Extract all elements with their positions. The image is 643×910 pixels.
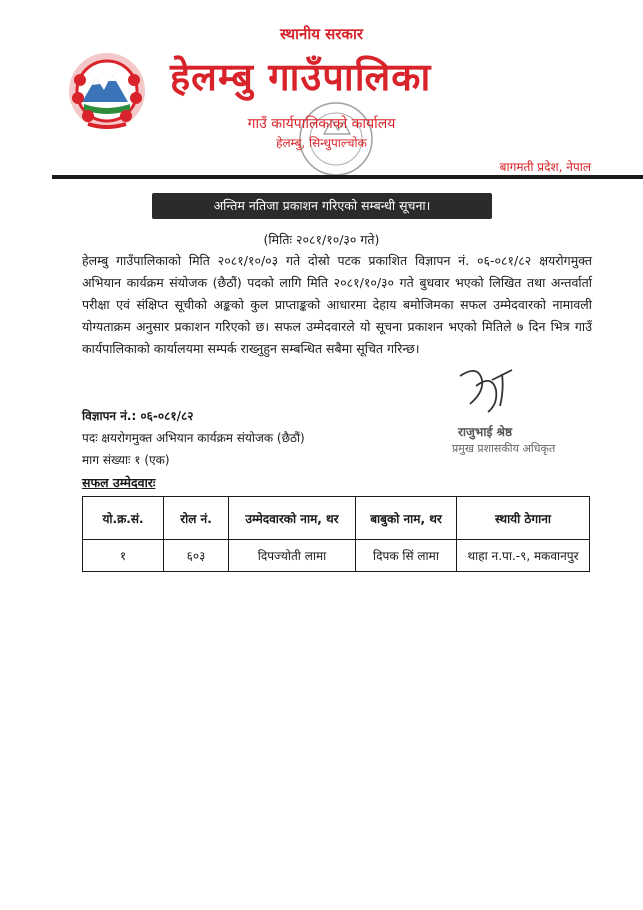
table-header-row	[83, 497, 590, 540]
demand-count: माग संख्याः १ (एक)	[82, 453, 170, 467]
office-name: गाउँ कार्यपालिकाको कार्यालय	[247, 116, 396, 132]
signatory-title: प्रमुख प्रशासकीय अधिकृत	[452, 442, 556, 455]
province-label: बागमती प्रदेश, नेपाल	[499, 160, 591, 174]
col-father-name: बाबुको नाम, थर	[356, 497, 457, 540]
cell-address: थाहा न.पा.-९, मकवानपुर	[457, 540, 590, 572]
signatory-name: राजुभाई श्रेष्ठ	[458, 425, 513, 439]
notice-title: अन्तिम नतिजा प्रकाशन गरिएको सम्बन्धी सूचना।	[152, 193, 492, 219]
cell-roll: ६०३	[164, 540, 229, 572]
col-address: स्थायी ठेगाना	[457, 497, 590, 540]
result-table	[82, 496, 590, 572]
header-divider	[52, 175, 643, 179]
cell-father-name: दिपक सिं लामा	[356, 540, 457, 572]
notice-date: (मितिः २०८१/१०/३० गते)	[263, 232, 380, 247]
col-roll: रोल नं.	[164, 497, 229, 540]
table-row	[83, 540, 590, 572]
col-serial: यो.क्र.सं.	[83, 497, 164, 540]
success-heading: सफल उम्मेदवारः	[82, 475, 156, 490]
signature-mark-icon	[452, 360, 522, 416]
office-address: हेलम्बु, सिन्धुपाल्चोक	[276, 136, 367, 150]
cell-serial: १	[83, 540, 164, 572]
advertisement-number: विज्ञापन नं.: ०६-०८१/८२	[82, 409, 194, 423]
col-candidate-name: उम्मेदवारको नाम, थर	[229, 497, 356, 540]
cell-candidate-name: दिपज्योती लामा	[229, 540, 356, 572]
post-name: पदः क्षयरोगमुक्त अभियान कार्यक्रम संयोजक (छैठौं)	[82, 431, 305, 445]
municipality-name: हेलम्बु गाउँपालिका	[170, 55, 432, 99]
notice-body: हेलम्बु गाउँपालिकाको मिति २०८१/१०/०३ गते दोस्रो पटक प्रकाशित विज्ञापन नं. ०६-०८१/८२ क्षयरोगमुक्त अभियान कार्यक्रम संयोजक (छैठौं) पदको लागि मिति २०८१/१०/३० गते बुधवार भएको लिखित तथा अन्तर्वार्ता परीक्षा एवं संक्षिप्त सूचीको अङ्कको कुल प्राप्ताङ्कको आधारमा देहाय बमोजिमका सफल उम्मेदवारको नामावली योग्यताक्रम अनुसार प्रकाशन गरिएको छ। सफल उम्मेदवारले यो सूचना प्रकाशन भएको मितिले ७ दिन भित्र गाउँ कार्यपालिकाको कार्यालयमा सम्पर्क राख्नुहुन सम्बन्धित सबैमा सूचित गरिन्छ।	[82, 253, 592, 356]
local-government-label: स्थानीय सरकार	[280, 25, 363, 43]
